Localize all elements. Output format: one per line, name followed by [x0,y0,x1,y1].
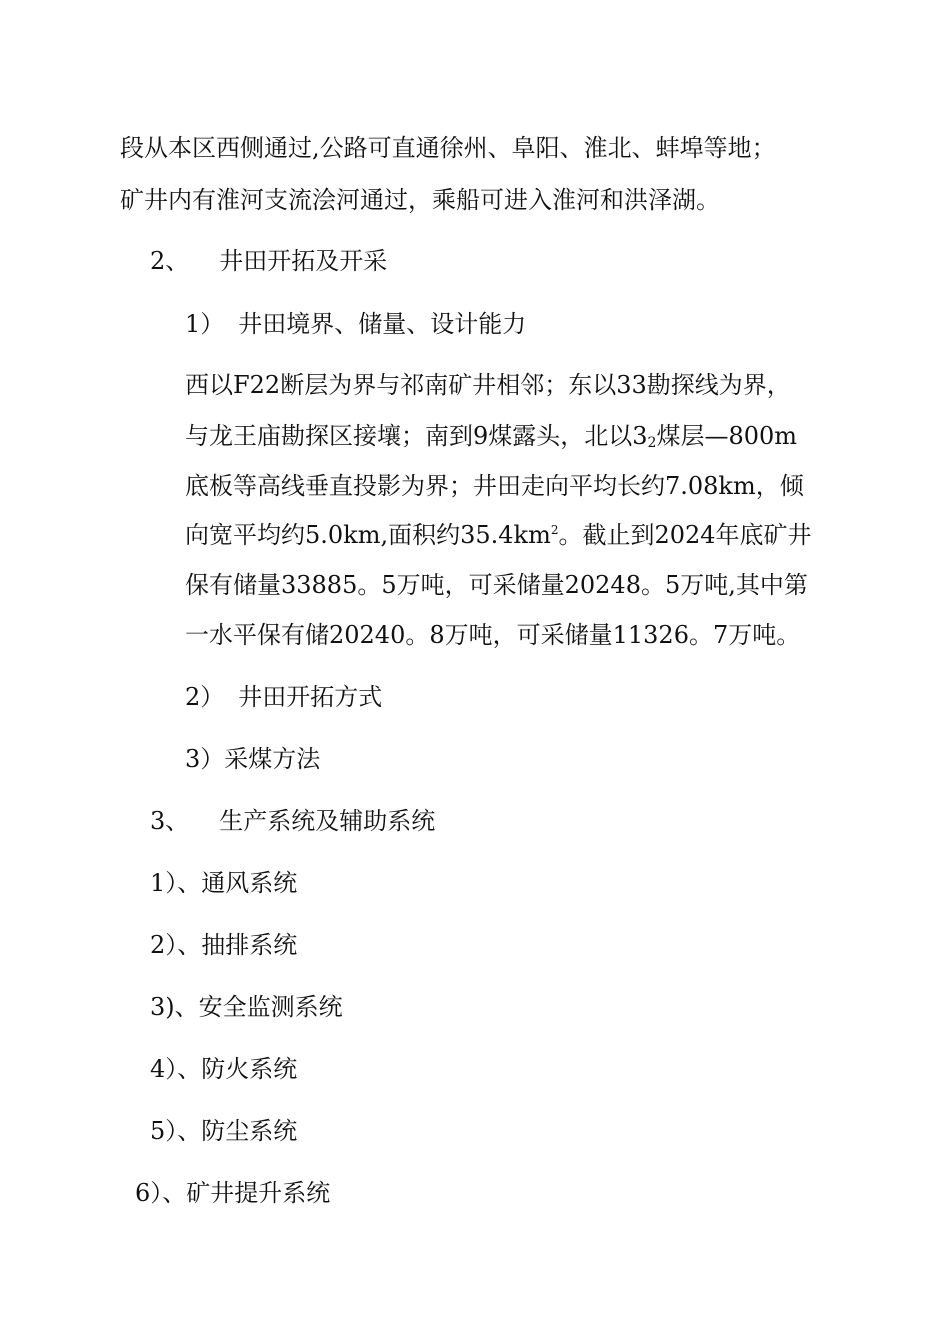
section-3-number: 3、 [150,807,190,835]
subsection-3-heading [185,744,320,774]
body-line-2-pre: 与龙王庙勘探区接壤；南到9煤露头，北以3 [185,422,648,450]
system-item-safety-monitoring: 3)、安全监测系统 [150,993,343,1021]
body-line-6: 一水平保有储20240。8万吨，可采储量11326。7万吨。 [185,621,801,649]
body-line-1 [185,370,830,400]
section-2-heading [150,246,387,276]
subsection-2-heading [185,682,382,712]
section-2-title: 井田开拓及开采 [219,247,388,275]
intro-line-2: 矿井内有淮河支流浍河通过，乘船可进入淮河和洪泽湖。 [120,186,720,214]
body-line-3 [185,471,830,501]
subsection-1-number: 1） [185,310,225,338]
system-item-ventilation: 1）、通风系统 [150,869,298,897]
subsection-1-title: 井田境界、储量、设计能力 [238,310,527,338]
subsection-2-title: 井田开拓方式 [238,683,383,711]
subsection-2-number: 2） [185,683,225,711]
subsection-1-heading [185,309,526,339]
body-line-5 [185,570,830,600]
intro-line-1: 段从本区西侧通过,公路可直通徐州、阜阳、淮北、蚌埠等地； [120,134,776,162]
system-item-drainage: 2）、抽排系统 [150,931,298,959]
body-line-2 [185,421,797,451]
body-line-1-text: 西以F22断层为界与祁南矿井相邻；东以33勘探线为界， [185,371,791,399]
body-line-4-post: 。截止到2024年底矿井 [558,521,812,549]
system-item-dust-prevention: 5）、防尘系统 [150,1117,298,1145]
area-superscript: 2 [550,523,559,537]
system-item-fire-prevention: 4）、防火系统 [150,1055,298,1083]
seam-subscript: 2 [647,435,657,451]
subsection-3-title: 采煤方法 [224,745,321,773]
system-item-hoisting: 6）、矿井提升系统 [135,1179,331,1207]
body-line-3-text: 底板等高线垂直投影为界；井田走向平均长约7.08km，倾 [185,472,804,500]
section-2-number: 2、 [150,247,190,275]
section-3-title: 生产系统及辅助系统 [219,807,436,835]
body-line-5-text: 保有储量33885。5万吨，可采储量20248。5万吨,其中第 [185,571,808,599]
body-line-4 [185,520,812,550]
subsection-3-number: 3） [185,745,225,773]
body-line-4-pre: 向宽平均约5.0km,面积约35.4km [185,521,551,549]
body-line-2-post: 煤层—800m [656,422,798,450]
section-3-heading [150,806,435,836]
